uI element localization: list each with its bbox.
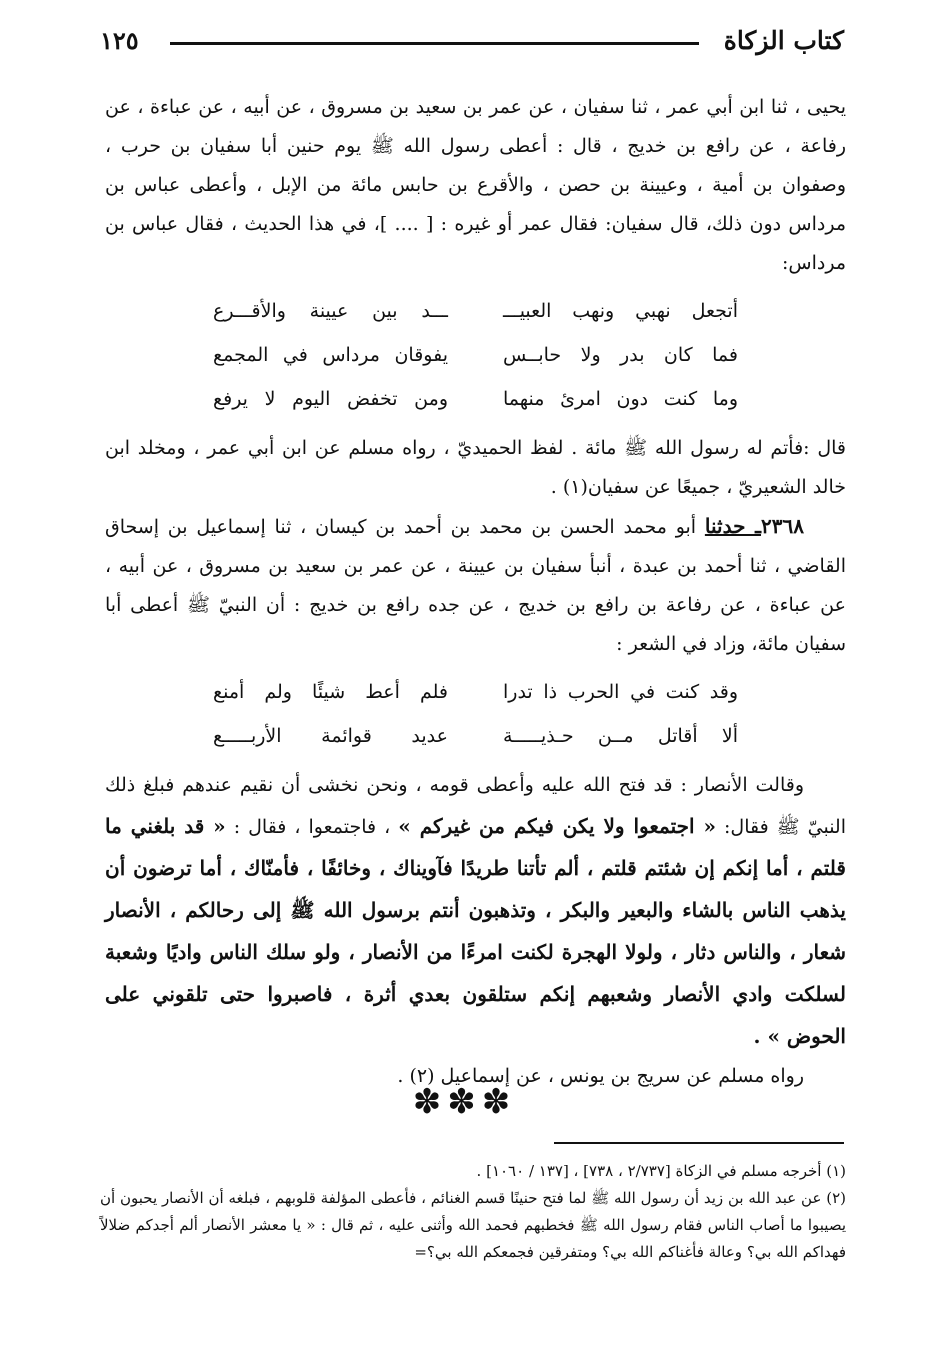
header-rule (170, 42, 699, 45)
paragraph-1: يحيى ، ثنا ابن أبي عمر ، ثنا سفيان ، عن عمر بن سعيد بن مسروق ، عن أبيه ، عن عباءة ، عن رفاعة ، عن رافع بن خديج ، قال : أعطى رسول الله ﷺ يوم حنين أبا سفيان بن حرب ، وصفوان بن أمية ، وعيينة بن حصن ، والأقرع بن حابس مائة من الإبل ، وأعطى عباس بن مرداس دون ذلك، قال سفيان: فقال عمر أو غيره : [ .... ]، في هذا الحديث ، فقال عباس بن مرداس: (105, 96, 846, 274)
prophet-saying-2: « قد بلغني ما قلتم ، أما إنكم إن شئتم قلتم ، ألم تأتنا طريدًا فآويناك ، وخائفًا ، فأمنّاك ، أما ترضون أن يذهب الناس بالشاء والبعير والبكر ، وتذهبون أنتم برسول الله ﷺ إلى رحالكم ، الأنصار شعار ، والناس دثار ، ولولا الهجرة لكنت امرءًا من الأنصار ، ولو سلك الناس واديًا وشعبة لسلكت وادي الأنصار وشعبهم إنكم ستلقون بعدي أثرة ، فاصبروا حتى تلقوني على الحوض » . (105, 814, 847, 1048)
verse-second-hemistich: فلم أعط شيئًا ولم أمنع (213, 681, 448, 703)
paragraph-2: قال :فأتم له رسول الله ﷺ مائة . لفظ الحميديّ ، رواه مسلم عن ابن أبي عمر ، ومخلد ابن خالد الشعيريّ ، جميعًا عن سفيان(١) . (105, 437, 846, 498)
page-header (100, 22, 844, 62)
verse-first-hemistich: ألا أقاتل مــن حـذيـــــة (503, 725, 738, 747)
verse-line (105, 714, 846, 758)
verse-first-hemistich: وقد كنت في الحرب ذا تدرا (503, 681, 738, 703)
poem-1 (105, 289, 846, 421)
verse-line (105, 333, 846, 377)
main-text (105, 88, 846, 1096)
narration-intro: وقالت الأنصار : قد فتح الله عليه وأعطى قومه ، ونحن نخشى أن نقيم عندهم فبلغ ذلك النبيّ ﷺ فقال: (105, 774, 847, 838)
verse-first-hemistich: وما كنت دون امرئ منهما (503, 388, 738, 410)
verse-second-hemistich: ومن تخفض اليوم لا يرفع (213, 388, 448, 410)
hadith-isnad: أبو محمد الحسن بن محمد بن أحمد بن كيسان ، ثنا إسماعيل بن إسحاق القاضي ، ثنا أحمد بن عبدة ، أنبأ سفيان بن عيينة ، عن عمر بن سعيد بن مسروق ، عن أبيه ، عن عباءة ، عن رفاعة بن رافع بن خديج ، عن جده رافع بن خديج : أن النبيّ ﷺ أعطى أبا سفيان مائة، وزاد في الشعر : (105, 516, 846, 655)
poem-2 (105, 670, 846, 758)
hadith-opening-word: ـ حدثنا (704, 514, 762, 538)
paragraph-5: رواه مسلم عن سريج بن يونس ، عن إسماعيل (٢) . (397, 1065, 804, 1087)
prophet-saying-1: « اجتمعوا ولا يكن فيكم من غيركم » (398, 814, 716, 838)
chapter-title: كتاب الزكاة (723, 26, 844, 55)
narration-middle: ، فاجتمعوا ، فقال : (233, 816, 391, 838)
hadith-2368 (105, 507, 846, 664)
verse-first-hemistich: فما كان بدر ولا حابــس (503, 344, 738, 366)
verse-line (105, 289, 846, 333)
verse-second-hemistich: يفوقان مرداس في المجمع (213, 344, 448, 366)
verse-line (105, 377, 846, 421)
page-number: ١٢٥ (100, 26, 139, 55)
footnote-1: (١) أخرجه مسلم في الزكاة [٢/٧٣٧ ، ٧٣٨] ، [١٣٧ / ١٠٦٠] . (476, 1162, 846, 1180)
paragraph-4 (105, 766, 846, 1057)
hadith-number: ٢٣٦٨ (761, 514, 804, 538)
footnote-rule (554, 1142, 844, 1144)
section-divider-stars: ✽✽✽ (412, 1082, 517, 1122)
verse-first-hemistich: أتجعل نهبي ونهب العبيـــ (503, 300, 738, 322)
verse-second-hemistich: ـــد بين عيينة والأقـــرع (213, 300, 448, 322)
verse-second-hemistich: عديد قوائمة الأربـــــع (213, 725, 448, 747)
verse-line (105, 670, 846, 714)
footnotes (100, 1158, 846, 1266)
footnote-2: (٢) عن عبد الله بن زيد أن رسول الله ﷺ لما فتح حنينًا قسم الغنائم ، فأعطى المؤلفة قلوبهم ، فبلغه أن الأنصار يحبون أن يصيبوا ما أصاب الناس فقام رسول الله ﷺ فخطبهم فحمد الله وأثنى عليه ، ثم قال : « يا معشر الأنصار ألم أجدكم ضلالاً فهداكم الله بي؟ وعالة فأغناكم الله بي؟ ومتفرقين فجمعكم الله بي؟= (100, 1189, 846, 1261)
